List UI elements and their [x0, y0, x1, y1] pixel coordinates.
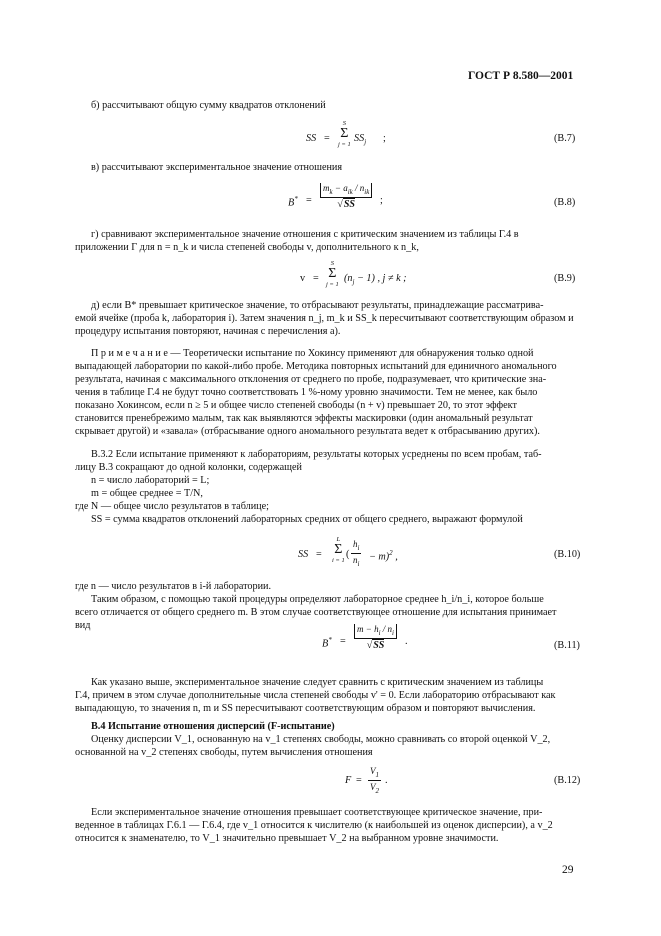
item-d-line2: емой ячейке (проба k, лаборатория i). Затем значения n_j, m_k и SS_k пересчитывают соответствующим образом и — [75, 313, 574, 324]
note-line5: показано Хокинсом, если n ≥ 5 и общее число степеней свободы (n + v) превышает 20, то этот эффект — [75, 400, 517, 411]
b32-p2-line1: Таким образом, с помощью такой процедуры определяют лабораторное среднее h_i/n_i, которое больше — [91, 594, 544, 605]
b4-p-line3: относится к знаменателю, то V_1 значительно превышает V_2 на выбранном уровне значимости. — [75, 833, 499, 844]
b32-def-SS: SS = сумма квадратов отклонений лабораторных средних от общего среднего, выражают формулой — [91, 514, 523, 525]
b32-p3-line3: выпадающую, то значения n, m и SS пересчитывают соответствующим образом и повторяют вычисления. — [75, 703, 536, 714]
b4-line1: Оценку дисперсии V_1, основанную на v_1 степенях свободы, можно сравнивать со второй оценкой V_2, — [91, 734, 551, 745]
b32-p2-line3: вид — [75, 620, 91, 631]
item-v-text: в) рассчитывают экспериментальное значение отношения — [91, 162, 343, 173]
note-line1: Теоретически испытание по Хокинсу применяют для обнаружения только одной — [183, 348, 534, 359]
note-line2: выпадающей лаборатории по какой-либо пробе. Методика повторных испытаний для единичного аномального — [75, 361, 557, 372]
item-g-line1: г) сравнивают экспериментальное значение отношения с критическим значением из таблицы Г.4 в — [91, 229, 519, 240]
sum-symbol: S Σ j = 1 — [338, 120, 351, 148]
b32-where-n: где n — число результатов в i-й лаборатории. — [75, 581, 272, 592]
b4-p-line1: Если экспериментальное значение отношения превышает соответствующее критическое значение, при- — [91, 807, 543, 818]
section-b4-heading: В.4 Испытание отношения дисперсий (F-испытание) — [91, 721, 335, 732]
item-b-text: б) рассчитывают общую сумму квадратов отклонений — [91, 100, 326, 111]
b32-line2: лицу В.3 сокращают до одной колонки, содержащей — [75, 462, 302, 473]
b4-p-line2: веденное в таблицах Г.6.1 — Г.6.4, где v_1 относится к числителю (к наибольшей из оценок дисперсии), а v_2 — [75, 820, 553, 831]
document-header: ГОСТ Р 8.580—2001 — [468, 70, 574, 82]
item-d-line1: д) если B* превышает критическое значение, то отбрасывают результаты, принадлежащие рассматрива- — [91, 300, 544, 311]
b32-p3-line2: Г.4, причем в этом случае дополнительные числа степеней свободы v' = 0. Если лабораторию отбрасывают как — [75, 690, 556, 701]
note-line6: становится пренебрежимо малым, так как выявляются эффекты маскировки (один аномальный результат — [75, 413, 533, 424]
b32-p2-line2: всего отличается от общего среднего m. В этом случае соответствующее отношение для испытания принимает — [75, 607, 557, 618]
b32-def-m: m = общее среднее = T/N, — [91, 488, 203, 499]
note-line4: чения в таблице Г.4 не будут точно соответствовать 1 %-ному уровню значимости. Тем не менее, как было — [75, 387, 538, 398]
item-g-line2: приложении Г для n = n_k и числа степеней свободы v, дополнительного к n_k, — [75, 242, 419, 253]
b4-line2: основанной на v_2 степенях свободы, путем вычисления отношения — [75, 747, 373, 758]
b32-line1: В.3.2 Если испытание применяют к лабораториям, результаты которых усреднены по всем пробам, таб- — [91, 449, 542, 460]
sum-symbol: L Σ i = 1 — [332, 536, 345, 564]
page-number: 29 — [562, 864, 574, 876]
equation-number-b10: (В.10) — [554, 549, 581, 560]
equation-number-b12: (В.12) — [554, 775, 581, 786]
sum-symbol: S Σ j = 1 — [326, 260, 339, 288]
b32-def-n: n = число лабораторий = L; — [91, 475, 210, 486]
note-line7: скрывает другой) и «завала» (отбрасывание одного аномального результата ведет к отбрасыванию других). — [75, 426, 540, 437]
item-d-line3: процедуру испытания повторяют, начиная с перечисления а). — [75, 326, 341, 337]
note-label: П р и м е ч а н и е — — [91, 348, 181, 359]
b32-def-N: где N — общее число результатов в таблице; — [75, 501, 269, 512]
b32-p3-line1: Как указано выше, экспериментальное значение следует сравнить с критическим значением из таблицы — [91, 677, 544, 688]
equation-number-b9: (В.9) — [554, 273, 576, 284]
equation-number-b11: (В.11) — [554, 640, 580, 651]
equation-number-b8: (В.8) — [554, 197, 576, 208]
note-line3: результата, начиная с максимального отклонения от среднего по пробе, подразумевает, что критические зна- — [75, 374, 547, 385]
equation-number-b7: (В.7) — [554, 133, 576, 144]
